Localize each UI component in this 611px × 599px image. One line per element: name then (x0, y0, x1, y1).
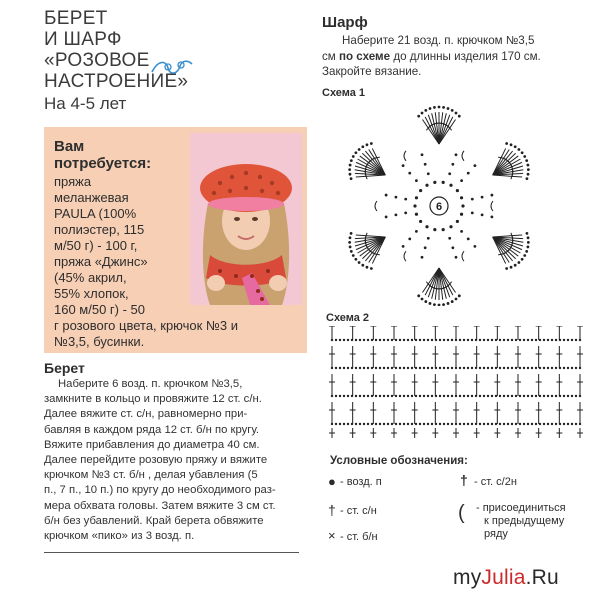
join-symbol-icon: ( (458, 502, 465, 524)
title-line: НАСТРОЕНИЕ» (44, 71, 189, 92)
materials-line: 55% хлопок, (54, 286, 129, 301)
scarf-line (322, 49, 594, 65)
subtitle: На 4-5 лет (44, 94, 127, 113)
beret-line: Наберите 6 возд. п. крючком №3,5, (58, 378, 243, 390)
materials-heading-line: потребуется: (54, 155, 152, 172)
beret-line: крючком №3 ст. б/н , делая убавления (5 (44, 469, 258, 482)
scheme-2-label: Схема 2 (326, 312, 370, 324)
materials-line: полиэстер, 115 (54, 222, 145, 237)
materials-line: PAULA (100% (54, 206, 137, 221)
watermark (453, 566, 559, 590)
scarf-line: Закройте вязание. (322, 65, 422, 78)
single-crochet-h-symbol-icon: † (328, 502, 336, 518)
legend-text (476, 502, 566, 541)
scarf-line-post: до длинны изделия 170 см. (390, 49, 541, 63)
materials-line: г розового цвета, крючок №3 и (54, 318, 238, 333)
beret-line: Далее перейдите розовую пряжу и вяжите (44, 454, 268, 467)
scarf-line: Наберите 21 возд. п. крючком №3,5 (342, 34, 535, 47)
beret-instructions (44, 377, 302, 544)
title-line: И ШАРФ (44, 29, 122, 50)
double-crochet-symbol-icon: † (460, 472, 468, 488)
beret-line: бавляя в каждом ряда 12 ст. б/н по кругу. (44, 423, 260, 436)
beret-line: мера обхвата головы. Затем вяжите 3 см ст. (44, 499, 276, 512)
materials-line: меланжевая (54, 190, 129, 205)
legend-text: - ст. с/2н (474, 476, 517, 488)
title-line: «РОЗОВОЕ (44, 50, 150, 71)
legend-text-line: к предыдущему (484, 515, 565, 527)
scheme-2-diagram (326, 326, 588, 442)
materials-line: (45% акрил, (54, 270, 127, 285)
scarf-instructions (322, 33, 594, 80)
scheme-1-center-number: 6 (435, 201, 443, 213)
legend-text: - ст. с/н (340, 505, 377, 517)
beret-line: крючком «пико» из 3 возд. п. (44, 530, 195, 543)
watermark-part: .Ru (525, 566, 559, 589)
girl-photo-icon (190, 133, 302, 305)
materials-heading-line: Вам (54, 138, 85, 155)
beret-line: п., 7 п., 10 п.) по кругу до необходимого раз- (44, 484, 276, 497)
watermark-part: my (453, 566, 482, 589)
swirl-ornament-icon (150, 54, 195, 80)
bottom-divider (44, 552, 299, 553)
watermark-part-accent: Julia (481, 566, 526, 589)
beret-line: б/н без убавлений. Край берета обвяжите (44, 514, 264, 527)
beret-line: замкните в кольцо и провяжите 12 ст. с/н. (44, 393, 262, 406)
scheme-1-diagram (322, 100, 552, 306)
legend-text-line: ряду (484, 528, 508, 540)
materials-line: пряжа (54, 174, 92, 189)
title-line: БЕРЕТ (44, 8, 108, 29)
materials-line: пряжа «Джинс» (54, 254, 148, 269)
chain-symbol-icon: ● (328, 474, 336, 489)
materials-line: №3,5, бусинки. (54, 334, 145, 349)
materials-line: 160 м/50 г) - 50 (54, 302, 146, 317)
materials-line: м/50 г) - 100 г, (54, 238, 138, 253)
scarf-line-pre: см (322, 49, 339, 63)
scarf-line-bold: по схеме (339, 49, 391, 63)
beret-heading: Берет (44, 360, 85, 376)
single-crochet-x-symbol-icon: × (328, 528, 336, 543)
beret-line: Вяжите прибавления до диаметра 40 см. (44, 438, 260, 451)
legend-text-line: - присоединиться (476, 502, 566, 514)
scarf-heading: Шарф (322, 14, 368, 31)
legend-heading: Условные обозначения: (330, 455, 468, 467)
scheme-1-label: Схема 1 (322, 87, 366, 99)
beret-line: Далее вяжите ст. с/н, равномерно при- (44, 408, 248, 421)
legend-text: - возд. п (340, 476, 382, 488)
materials-heading (54, 138, 151, 172)
legend-text: - ст. б/н (340, 531, 378, 543)
